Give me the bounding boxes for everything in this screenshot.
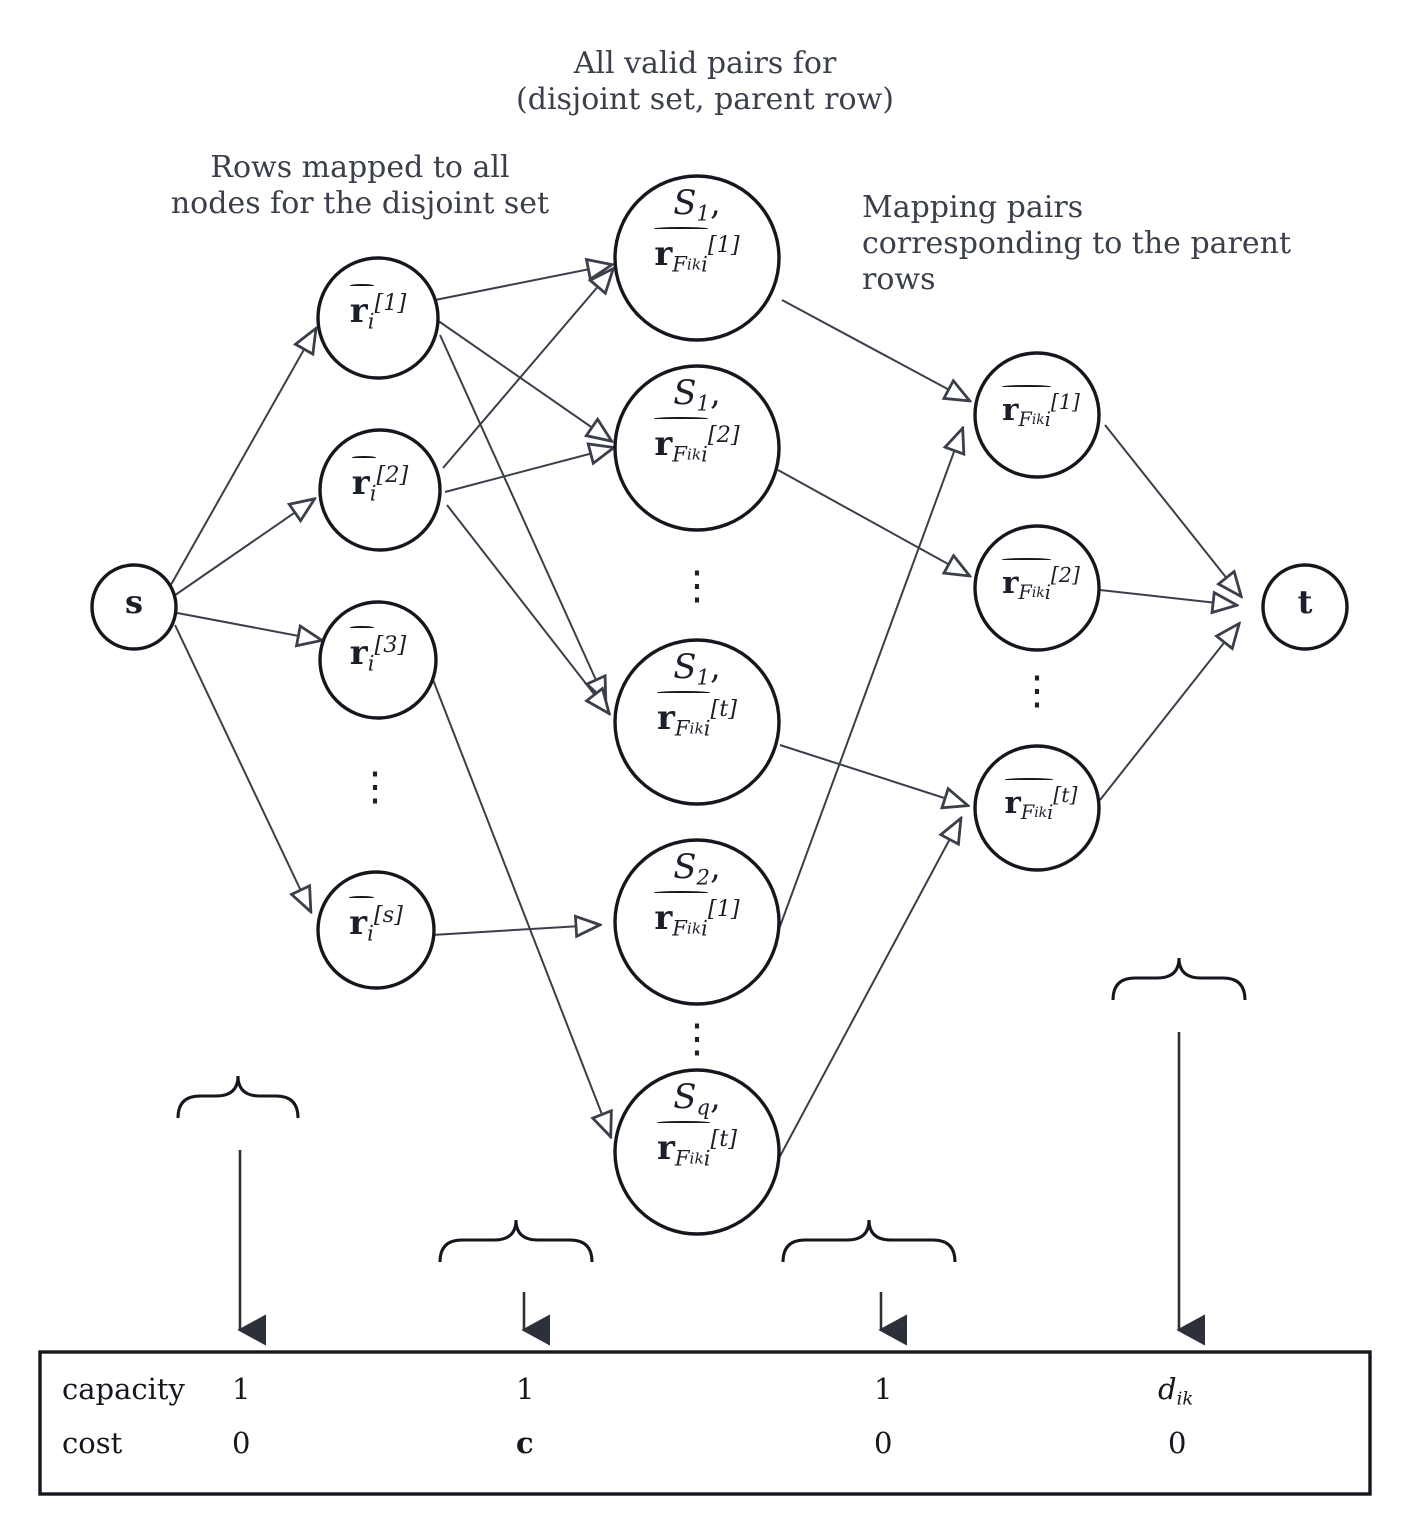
- annotation-rows-mapped-line1: Rows mapped to all: [210, 150, 510, 185]
- legend-capacity-col-4: $d_{ik}$: [1158, 1372, 1194, 1410]
- annotation-mapping-pairs-line3: rows: [862, 262, 936, 297]
- annotation-valid-pairs-line2: (disjoint set, parent row): [516, 82, 894, 117]
- pair-node-s1-2: $S_1$, $r_{Fiki}[2]$: [654, 373, 740, 467]
- legend-capacity-col-1: 1: [232, 1372, 251, 1406]
- legend-cost-col-3: 0: [874, 1426, 893, 1460]
- legend-capacity-col-3: 1: [874, 1372, 893, 1406]
- row-column-ellipsis: ⋮: [355, 764, 395, 810]
- pair-node-s2-1: $S_2$, $r_{Fiki}[1]$: [654, 847, 740, 941]
- annotation-mapping-pairs: [862, 190, 1382, 298]
- legend-cost-col-4: 0: [1168, 1426, 1187, 1460]
- pair-column-ellipsis-bottom: ⋮: [677, 1016, 717, 1062]
- pair-node-sq-t: $S_q$, $r_{Fiki}[t]$: [656, 1077, 737, 1171]
- parent-node-2: $r_{Fiki}[2]$: [966, 565, 1116, 603]
- sink-node-label: t: [1297, 583, 1313, 621]
- pair-node-s1-t: $S_1$, $r_{Fiki}[t]$: [656, 647, 737, 741]
- legend-cost-col-2: c: [516, 1426, 534, 1460]
- source-node-label: s: [124, 583, 143, 621]
- legend-row-label-cost: cost: [62, 1426, 123, 1460]
- annotation-valid-pairs-line1: All valid pairs for: [573, 46, 837, 81]
- row-node-1: $r_i[1]$: [318, 292, 438, 333]
- parent-node-1: $r_{Fiki}[1]$: [966, 392, 1116, 430]
- annotation-rows-mapped: [110, 150, 610, 222]
- legend-cost-col-1: 0: [232, 1426, 251, 1460]
- annotation-mapping-pairs-line2: corresponding to the parent: [862, 226, 1292, 261]
- row-node-3: $r_i[3]$: [318, 634, 438, 675]
- row-node-2: $r_i[2]$: [320, 464, 440, 505]
- annotation-mapping-pairs-line1: Mapping pairs: [862, 190, 1084, 225]
- pair-node-s1-1: $S_1$, $r_{Fiki}[1]$: [654, 183, 740, 277]
- parent-column-ellipsis: ⋮: [1017, 668, 1057, 714]
- row-node-s: $r_i[s]$: [316, 904, 436, 945]
- legend-row-label-capacity: capacity: [62, 1372, 185, 1406]
- pair-column-ellipsis-top: ⋮: [677, 563, 717, 609]
- annotation-rows-mapped-line2: nodes for the disjoint set: [170, 186, 550, 221]
- legend-capacity-col-2: 1: [516, 1372, 535, 1406]
- annotation-valid-pairs: [470, 46, 940, 118]
- parent-node-t: $r_{Fiki}[t]$: [966, 785, 1116, 823]
